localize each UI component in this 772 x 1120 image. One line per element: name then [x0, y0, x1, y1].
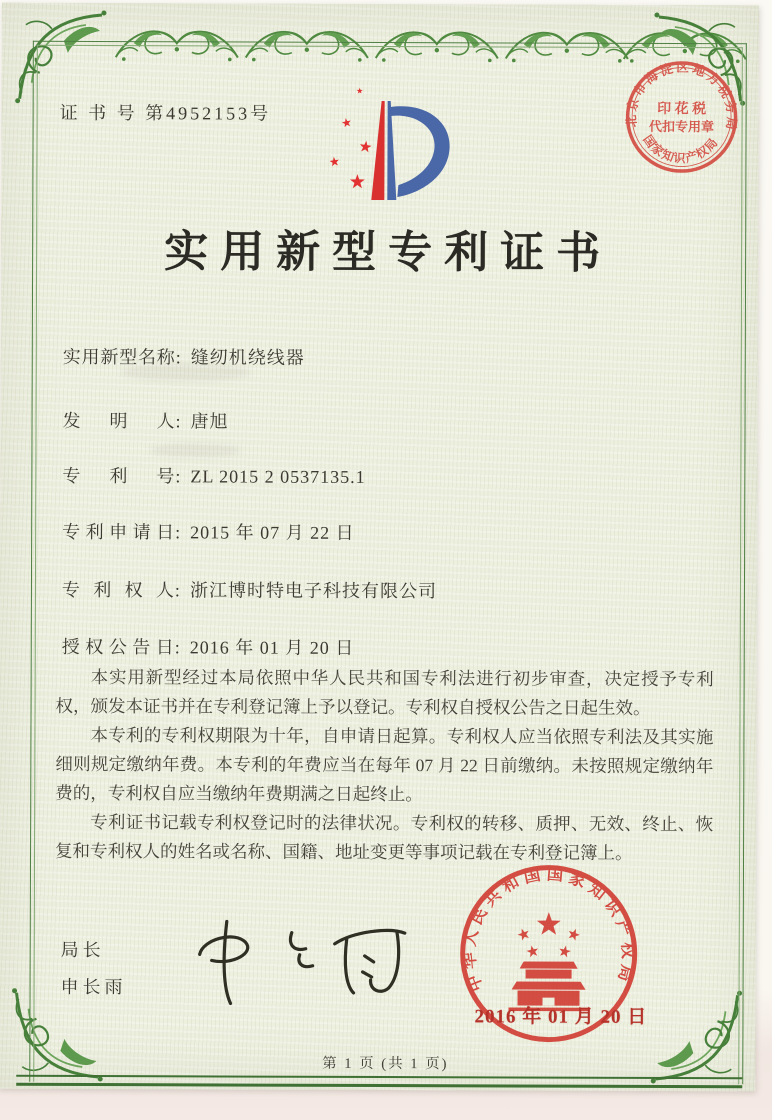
field-value: 2015 年 07 月 22 日: [190, 522, 355, 543]
field-label: 专利权人: [61, 579, 174, 601]
director-signature: [186, 911, 421, 1022]
cnipa-logo-icon: [297, 76, 472, 212]
tax-stamp-line2: 代扣专用章: [649, 118, 715, 135]
field-colon: :: [175, 522, 181, 543]
field-value: 缝纫机绕线器: [190, 347, 305, 368]
seal-date: 2016 年 01 月 20 日: [474, 1006, 648, 1028]
field-colon: :: [175, 347, 181, 368]
field-label: 专利号: [62, 465, 175, 487]
field-value: 浙江博时特电子科技有限公司: [189, 580, 438, 602]
official-seal-ring-text: 中华人民共和国国家知识产权局: [459, 864, 638, 995]
field-value: 2016 年 01 月 20 日: [189, 637, 355, 658]
field-label: 实用新型名称: [62, 346, 175, 368]
legal-paragraph: 专利证书记载专利权登记时的法律状况。专利权的转移、质押、无效、终止、恢复和专利权人的姓名或名称、国籍、地址变更等事项记载在专利登记簿上。: [55, 811, 714, 863]
paper-smudge: [150, 443, 240, 457]
certificate-number: 证 书 号 第4952153号: [59, 102, 272, 124]
director-title: 局长: [60, 939, 105, 961]
field-value: ZL 2015 2 0537135.1: [190, 466, 366, 487]
legal-paragraph: 本专利的专利权期限为十年，自申请日起算。专利权人应当依照专利法及其实施细则规定缴纳年费。本专利的年费应当在每年 07 月 22 日前缴纳。未按照规定缴纳年费的，专利权自应当缴纳年费期满之日起终止。: [55, 724, 714, 805]
field-row-patent-no: [62, 462, 365, 489]
field-row-grant-date: [62, 633, 355, 660]
tax-stamp-seal: [621, 57, 741, 177]
legal-text: [55, 663, 714, 868]
certificate-title: 实用新型专利证书: [164, 227, 613, 278]
field-value: 唐旭: [190, 411, 229, 432]
director-name: 申长雨: [60, 976, 127, 998]
field-colon: :: [175, 411, 181, 432]
tax-stamp-arc-top: 北京市海淀区地方税务局: [624, 60, 739, 131]
tax-stamp-line1: 印 花 税: [657, 101, 707, 118]
page-footer: 第 1 页 (共 1 页): [322, 1055, 449, 1073]
tax-stamp-arc-bottom: 国家知识产权局: [640, 132, 721, 166]
field-label: 专利申请日: [62, 521, 175, 543]
field-colon: :: [174, 637, 180, 658]
field-row-utility-name: [63, 343, 305, 370]
field-row-inventor: [63, 407, 229, 434]
field-colon: :: [174, 580, 181, 601]
field-label: 发明人: [62, 410, 175, 432]
field-row-patentee: [62, 576, 437, 603]
legal-paragraph: 本实用新型经过本局依照中华人民共和国专利法进行初步审查，决定授予专利权，颁发本证书并在专利登记簿上予以登记。专利权自授权公告之日起生效。: [55, 666, 714, 718]
certificate-paper: [0, 3, 759, 1092]
field-label: 授权公告日: [61, 636, 174, 658]
field-colon: :: [175, 466, 181, 487]
field-row-filing-date: [62, 518, 355, 545]
national-emblem-icon: [508, 912, 588, 1011]
